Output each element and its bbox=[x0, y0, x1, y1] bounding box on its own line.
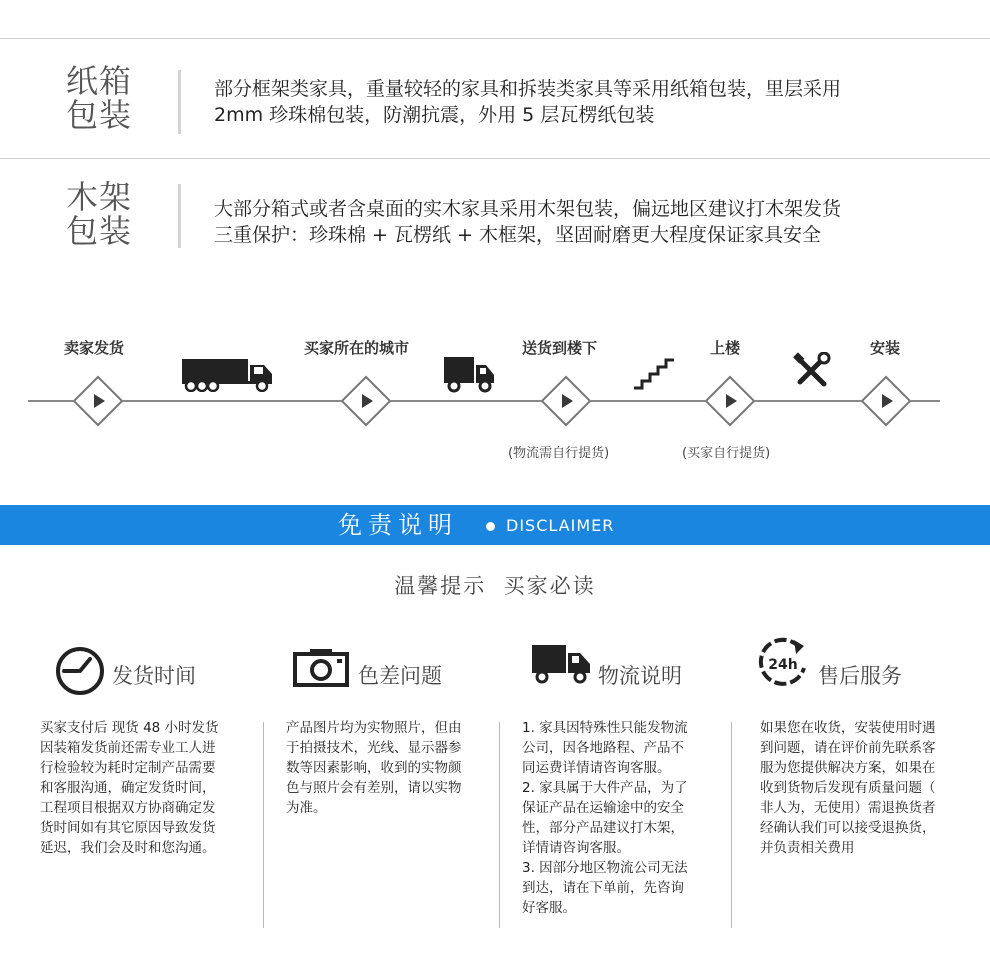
note-buyer-pickup: (买家自行提货) bbox=[682, 446, 771, 461]
carton-packaging-bar bbox=[178, 70, 181, 134]
clock-icon bbox=[54, 645, 106, 697]
top-divider bbox=[0, 38, 990, 39]
play-icon bbox=[94, 394, 105, 408]
play-icon bbox=[362, 394, 373, 408]
tools-icon bbox=[792, 352, 832, 390]
column-title-after-sales: 售后服务 bbox=[818, 664, 902, 688]
camera-icon bbox=[292, 646, 350, 688]
disclaimer-title: 免责说明 bbox=[338, 511, 458, 539]
column-text-logistics: 1. 家具因特殊性只能发物流 公司，因各地路程、产品不 同运费详情请咨询客服。 2. 家具属于大件产品，为了 保证产品在运输途中的安全 性，部分产品建议打木架， 详情请咨询客服。 3. 因部分地区物流公司无法 到达，请在下单前，先咨询 好客服。 bbox=[522, 720, 688, 916]
carton-packaging-title: 纸箱 包装 bbox=[66, 62, 133, 134]
column-divider-3 bbox=[731, 722, 732, 928]
column-text-color-difference: 产品图片均为实物照片，但由 于拍摄技术，光线、显示器参 数等因素影响，收到的实物颜 色与照片会有差别，请以实物 为准。 bbox=[286, 720, 462, 816]
disclaimer-dot bbox=[486, 522, 495, 531]
column-title-logistics: 物流说明 bbox=[598, 664, 682, 688]
column-text-after-sales: 如果您在收货，安装使用时遇 到问题，请在评价前先联系客 服为您提供解决方案，如果在 收到货物后发现有质量问题（ 非人为，无使用）需退换货者 经确认我们可以接受退换货， 并负责相关费用 bbox=[760, 720, 936, 856]
tips-title: 温馨提示 买家必读 bbox=[394, 574, 596, 598]
disclaimer-banner bbox=[0, 505, 990, 545]
large-truck-icon bbox=[180, 356, 276, 392]
column-divider-2 bbox=[499, 722, 500, 928]
stage-label-buyer-city: 买家所在的城市 bbox=[304, 339, 410, 357]
column-text-shipping-time: 买家支付后 现货 48 小时发货 因装箱发货前还需专业工人进 行检验较为耗时定制产品需要 和客服沟通，确定发货时间， 工程项目根据双方协商确定发 货时间如有其它原因导致发货 延迟，我们会及时和您沟通。 bbox=[40, 720, 219, 856]
stage-label-downstairs: 送货到楼下 bbox=[522, 339, 598, 357]
stairs-icon bbox=[632, 356, 676, 392]
stage-label-seller-ship: 卖家发货 bbox=[64, 339, 125, 357]
stage-label-install: 安装 bbox=[870, 339, 901, 357]
24h-service-icon bbox=[756, 634, 810, 692]
column-divider-1 bbox=[263, 722, 264, 928]
24h-label: 24h bbox=[768, 657, 798, 673]
play-icon bbox=[726, 394, 737, 408]
stage-label-upstairs: 上楼 bbox=[710, 339, 741, 357]
wood-packaging-title: 木架 包装 bbox=[66, 178, 133, 250]
small-truck-icon bbox=[442, 355, 496, 393]
note-logistics-pickup: (物流需自行提货) bbox=[508, 446, 610, 461]
middle-divider bbox=[0, 158, 990, 159]
column-title-color-difference: 色差问题 bbox=[358, 664, 442, 688]
wood-packaging-text: 大部分箱式或者含桌面的实木家具采用木架包装，偏远地区建议打木架发货 三重保护：珍珠棉 + 瓦楞纸 + 木框架，坚固耐磨更大程度保证家具安全 bbox=[214, 198, 842, 246]
play-icon bbox=[882, 394, 893, 408]
wood-packaging-bar bbox=[178, 184, 181, 248]
disclaimer-subtitle: DISCLAIMER bbox=[506, 516, 615, 535]
flow-line bbox=[28, 400, 940, 402]
carton-packaging-text: 部分框架类家具，重量较轻的家具和拆装类家具等采用纸箱包装，里层采用 2mm 珍珠棉包装，防潮抗震，外用 5 层瓦楞纸包装 bbox=[214, 78, 842, 126]
play-icon bbox=[562, 394, 573, 408]
truck-icon bbox=[530, 643, 592, 685]
column-title-shipping-time: 发货时间 bbox=[112, 664, 196, 688]
